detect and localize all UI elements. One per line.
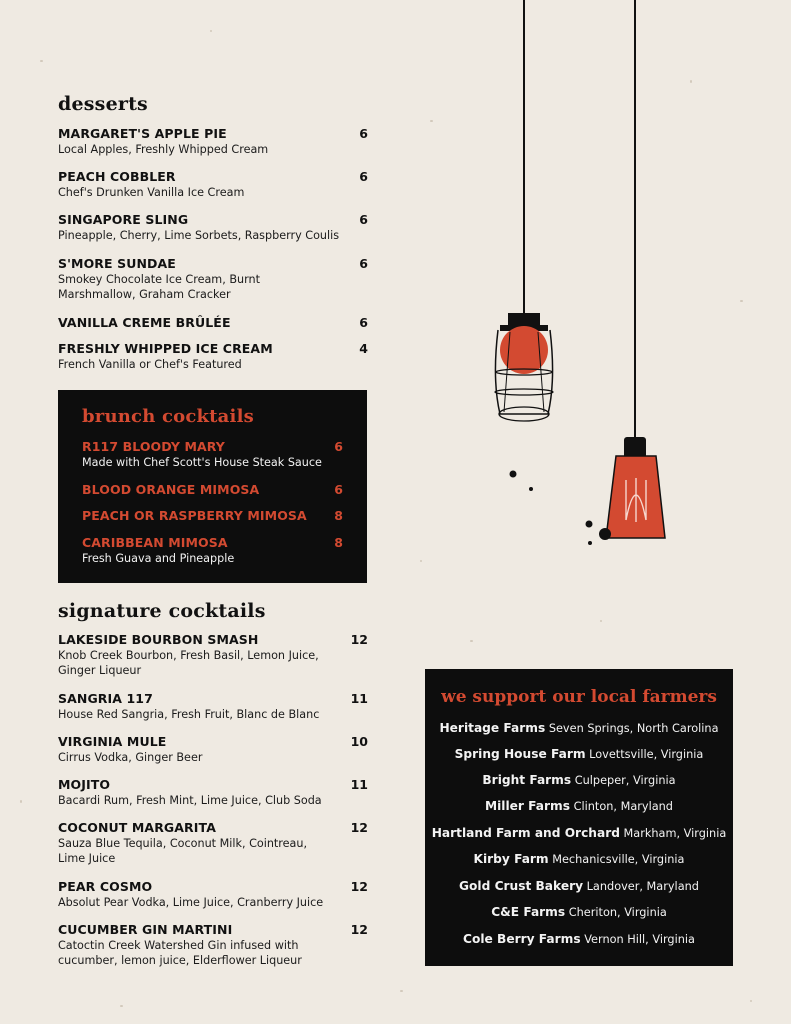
- farm-location: Seven Springs, North Carolina: [548, 722, 719, 735]
- item-price: 12: [350, 820, 368, 835]
- item-price: 12: [350, 632, 368, 647]
- item-description: Knob Creek Bourbon, Fresh Basil, Lemon Juice, Ginger Liqueur: [58, 649, 319, 677]
- item-name: MOJITO: [58, 777, 111, 792]
- menu-item: [58, 777, 368, 808]
- farm-row: [425, 773, 733, 787]
- farm-name: Spring House Farm: [454, 747, 586, 761]
- menu-item: [58, 169, 368, 200]
- item-name: FRESHLY WHIPPED ICE CREAM: [58, 341, 273, 356]
- menu-item: [58, 922, 368, 968]
- item-price: 8: [334, 508, 343, 523]
- farm-name: Cole Berry Farms: [463, 932, 581, 946]
- farm-name: Bright Farms: [482, 773, 572, 787]
- item-description: Absolut Pear Vodka, Lime Juice, Cranberry Juice: [58, 896, 324, 909]
- item-price: 12: [350, 922, 368, 937]
- farm-location: Landover, Maryland: [586, 880, 699, 893]
- item-name: VANILLA CREME BRÛLÉE: [58, 315, 231, 330]
- menu-item: [58, 126, 368, 157]
- item-description: Local Apples, Freshly Whipped Cream: [58, 143, 269, 156]
- menu-item: [58, 341, 368, 372]
- item-price: 6: [359, 256, 368, 271]
- farm-row: [425, 879, 733, 893]
- signature-title: signature cocktails: [58, 600, 266, 622]
- hanging-lamps-illustration: [470, 0, 690, 560]
- menu-item: [58, 632, 368, 678]
- item-name: SANGRIA 117: [58, 691, 153, 706]
- menu-item: [58, 820, 368, 866]
- menu-item: [82, 482, 343, 497]
- brunch-title: brunch cocktails: [82, 406, 254, 427]
- farm-row: [425, 799, 733, 813]
- farm-name: Kirby Farm: [473, 852, 549, 866]
- farm-row: [425, 721, 733, 735]
- brunch-cocktails-box: [58, 390, 367, 583]
- farm-name: Miller Farms: [485, 799, 570, 813]
- item-name: PEACH COBBLER: [58, 169, 176, 184]
- farm-location: Vernon Hill, Virginia: [584, 933, 695, 946]
- item-name: VIRGINIA MULE: [58, 734, 167, 749]
- item-price: 12: [350, 879, 368, 894]
- local-farmers-box: [425, 669, 733, 966]
- shade-lamp-icon: [606, 437, 665, 538]
- farm-name: Hartland Farm and Orchard: [431, 826, 620, 840]
- item-price: 8: [334, 535, 343, 550]
- item-description: French Vanilla or Chef's Featured: [58, 358, 242, 371]
- item-description: Sauza Blue Tequila, Coconut Milk, Cointreau, Lime Juice: [58, 837, 308, 865]
- item-name: LAKESIDE BOURBON SMASH: [58, 632, 259, 647]
- farm-location: Markham, Virginia: [623, 827, 727, 840]
- farm-name: Heritage Farms: [439, 721, 546, 735]
- item-description: Pineapple, Cherry, Lime Sorbets, Raspberry Coulis: [58, 229, 340, 242]
- item-price: 6: [359, 126, 368, 141]
- item-name: PEACH OR RASPBERRY MIMOSA: [82, 508, 307, 523]
- farm-location: Mechanicsville, Virginia: [552, 853, 685, 866]
- item-description: Chef's Drunken Vanilla Ice Cream: [58, 186, 245, 199]
- desserts-title: desserts: [58, 93, 148, 115]
- item-name: CARIBBEAN MIMOSA: [82, 535, 228, 550]
- item-price: 4: [359, 341, 368, 356]
- item-price: 11: [350, 691, 368, 706]
- item-description: Catoctin Creek Watershed Gin infused with cucumber, lemon juice, Elderflower Liqueur: [58, 939, 302, 967]
- menu-item: [58, 879, 368, 910]
- item-price: 6: [334, 439, 343, 454]
- farm-location: Culpeper, Virginia: [574, 774, 676, 787]
- farm-location: Lovettsville, Virginia: [589, 748, 704, 761]
- farm-row: [425, 852, 733, 866]
- menu-item: [82, 439, 343, 470]
- item-description: Cirrus Vodka, Ginger Beer: [58, 751, 203, 764]
- farm-location: Cheriton, Virginia: [568, 906, 667, 919]
- menu-item: [82, 535, 343, 566]
- item-name: S'MORE SUNDAE: [58, 256, 176, 271]
- item-name: COCONUT MARGARITA: [58, 820, 216, 835]
- cage-lamp-icon: [495, 313, 553, 421]
- farm-row: [425, 826, 733, 840]
- item-name: R117 BLOODY MARY: [82, 439, 225, 454]
- farm-row: [425, 932, 733, 946]
- item-name: BLOOD ORANGE MIMOSA: [82, 482, 260, 497]
- menu-item: [58, 734, 368, 765]
- item-price: 6: [359, 212, 368, 227]
- farm-location: Clinton, Maryland: [573, 800, 673, 813]
- item-description: Fresh Guava and Pineapple: [82, 552, 235, 565]
- item-name: SINGAPORE SLING: [58, 212, 189, 227]
- farm-name: C&E Farms: [491, 905, 566, 919]
- item-description: Bacardi Rum, Fresh Mint, Lime Juice, Club Soda: [58, 794, 322, 807]
- item-price: 11: [350, 777, 368, 792]
- menu-item: [58, 315, 368, 330]
- menu-item: [82, 508, 343, 523]
- item-price: 6: [334, 482, 343, 497]
- item-name: CUCUMBER GIN MARTINI: [58, 922, 233, 937]
- farm-name: Gold Crust Bakery: [459, 879, 584, 893]
- farm-row: [425, 747, 733, 761]
- menu-item: [58, 691, 368, 722]
- item-price: 6: [359, 169, 368, 184]
- item-price: 10: [350, 734, 368, 749]
- item-name: PEAR COSMO: [58, 879, 153, 894]
- farm-row: [425, 905, 733, 919]
- farmers-title: we support our local farmers: [441, 687, 717, 707]
- item-description: Smokey Chocolate Ice Cream, Burnt Marshmallow, Graham Cracker: [58, 273, 260, 301]
- item-price: 6: [359, 315, 368, 330]
- item-description: House Red Sangria, Fresh Fruit, Blanc de Blanc: [58, 708, 320, 721]
- menu-item: [58, 256, 368, 302]
- item-name: MARGARET'S APPLE PIE: [58, 126, 227, 141]
- menu-item: [58, 212, 368, 243]
- item-description: Made with Chef Scott's House Steak Sauce: [82, 456, 322, 469]
